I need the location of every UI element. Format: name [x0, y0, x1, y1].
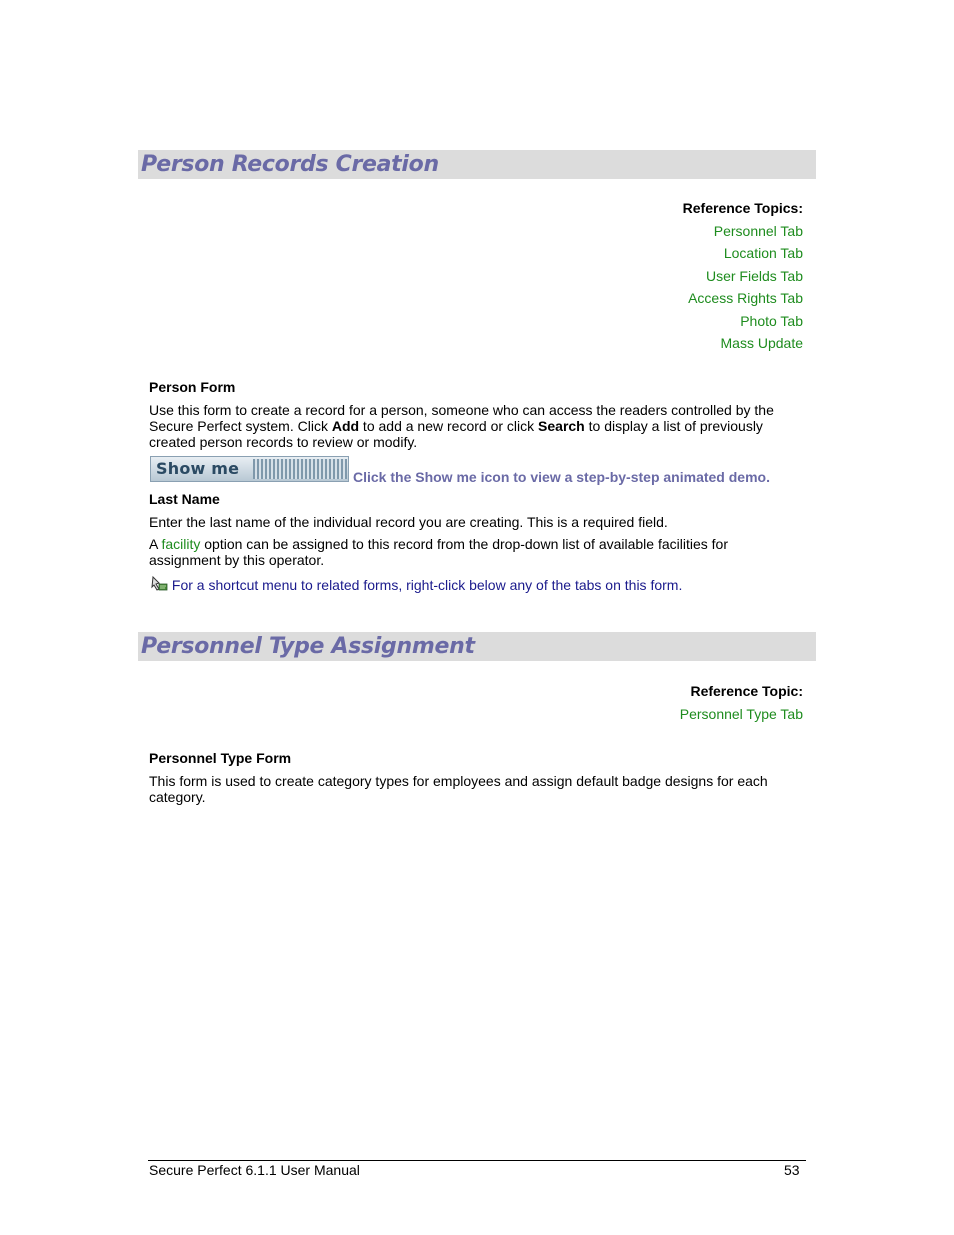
pointer-hand-icon [150, 575, 168, 593]
last-name-description: Enter the last name of the individual record you are creating. This is a required field. [149, 514, 668, 530]
link-photo-tab[interactable]: Photo Tab [740, 312, 803, 329]
section-header-personnel-type [138, 632, 816, 661]
add-keyword: Add [331, 418, 360, 434]
reference-topic [680, 680, 803, 725]
personnel-type-form-heading: Personnel Type Form [149, 750, 292, 766]
reference-heading: Reference Topics: [682, 200, 803, 216]
text-run: to display a list of previously created person records to review or modify. [149, 418, 763, 450]
section-title: Person Records Creation [141, 152, 439, 177]
footer-page-number: 53 [784, 1162, 800, 1178]
facility-description [149, 536, 749, 568]
link-access-rights-tab[interactable]: Access Rights Tab [688, 290, 803, 306]
link-personnel-type-tab[interactable]: Personnel Type Tab [679, 705, 803, 722]
section-title: Personnel Type Assignment [141, 634, 475, 659]
link-mass-update[interactable]: Mass Update [720, 335, 803, 351]
link-location-tab[interactable]: Location Tab [723, 245, 803, 261]
show-me-button[interactable] [150, 456, 349, 482]
person-form-description [149, 402, 789, 450]
last-name-heading: Last Name [149, 491, 220, 507]
footer-divider [148, 1160, 806, 1161]
shortcut-text: For a shortcut menu to related forms, right-click below any of the tabs on this form. [171, 577, 683, 593]
reference-topics [683, 197, 803, 355]
section-header-person-records [138, 150, 816, 179]
facility-link[interactable]: facility [161, 536, 201, 552]
text-run: Use this form to create a record for a person, someone who can access the readers controlled by the Secure Perfect system. Click [149, 402, 774, 434]
reference-heading: Reference Topic: [690, 683, 803, 699]
show-me-label: Show me [156, 459, 240, 478]
text-run: option can be assigned to this record from the drop-down list of available facilities for assignment by this operator. [149, 536, 728, 568]
link-user-fields-tab[interactable]: User Fields Tab [705, 267, 803, 284]
text-run: A [149, 536, 162, 552]
link-personnel-tab[interactable]: Personnel Tab [713, 222, 803, 239]
shortcut-note [150, 575, 682, 593]
search-keyword: Search [538, 418, 585, 434]
personnel-type-form-description: This form is used to create category types for employees and assign default badge designs for each category. [149, 773, 768, 805]
show-me-stripes [253, 459, 347, 479]
text-run: to add a new record or click [359, 418, 539, 434]
show-me-caption: Click the Show me icon to view a step-by-step animated demo. [353, 469, 770, 485]
footer-manual-title: Secure Perfect 6.1.1 User Manual [149, 1162, 360, 1178]
person-form-heading: Person Form [149, 379, 236, 395]
